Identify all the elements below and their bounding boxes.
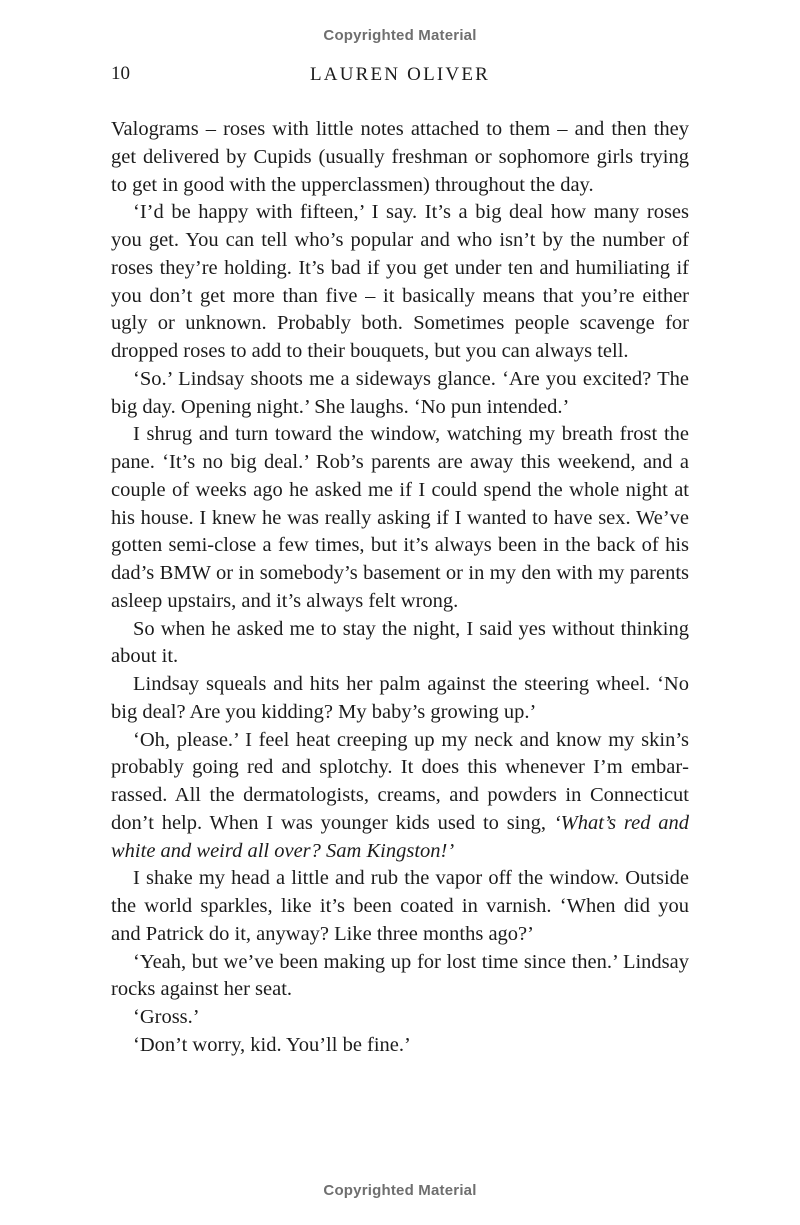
paragraph [111,727,689,866]
page-number: 10 [111,63,130,84]
paragraph-text: ‘Oh, please.’ I feel heat creeping up my neck and know my skin’s probably going red and splotchy. It does this whenever I’m embarrassed. All the dermatologists, creams, and powders in Connecticut don’t help. When I was younger kids used to sing, [111,728,689,834]
body-text [111,116,689,1060]
paragraph: ‘Yeah, but we’ve been making up for lost time since then.’ Lindsay rocks against her seat. [111,950,689,1001]
paragraph: So when he asked me to stay the night, I said yes without thinking about it. [111,617,689,668]
paragraph: ‘I’d be happy with fifteen,’ I say. It’s a big deal how many roses you get. You can tell who’s popular and who isn’t by the number of roses they’re holding. It’s bad if you get under ten and humiliating if you don’t get more than five – it basically means that you’re either ugly or unknown. Probably both. Sometimes people scavenge for dropped roses to add to their bouquets, but you can always tell. [111,201,689,362]
paragraph: ‘So.’ Lindsay shoots me a sideways glance. ‘Are you excited? The big day. Opening night.’ She laughs. ‘No pun intended.’ [111,367,689,418]
italic-quote: ‘What’s red and white and weird all over? Sam Kingston!’ [111,811,689,862]
running-head [111,63,689,89]
copyright-watermark-top: Copyrighted Material [323,27,477,44]
paragraph: ‘Gross.’ [133,1006,200,1028]
paragraph: Lindsay squeals and hits her palm against the steering wheel. ‘No big deal? Are you kidding? My baby’s growing up.’ [111,673,689,723]
copyright-watermark-bottom: Copyrighted Material [323,1182,477,1199]
author-name: LAUREN OLIVER [309,64,491,85]
paragraph: I shrug and turn toward the window, watching my breath frost the pane. ‘It’s no big deal.’ Rob’s parents are away this weekend, and a couple of weeks ago he asked me if I could spend the whole night at his house. I knew he was really asking if I wanted to have sex. We’ve gotten semi-close a few times, but it’s always been in the back of his dad’s BMW or in somebody’s basement or in my den with my parents asleep upstairs, and it’s always felt wrong. [111,423,689,612]
paragraph: ‘Don’t worry, kid. You’ll be fine.’ [133,1033,411,1056]
paragraph: Valograms – roses with little notes attached to them – and then they get delivered by Cupids (usually freshman or sophomore girls trying to get in good with the upperclassmen) throughout the day. [111,118,689,196]
paragraph: I shake my head a little and rub the vapor off the window. Outside the world sparkles, like it’s been coated in varnish. ‘When did you and Patrick do it, anyway? Like three months ago?’ [111,867,689,945]
